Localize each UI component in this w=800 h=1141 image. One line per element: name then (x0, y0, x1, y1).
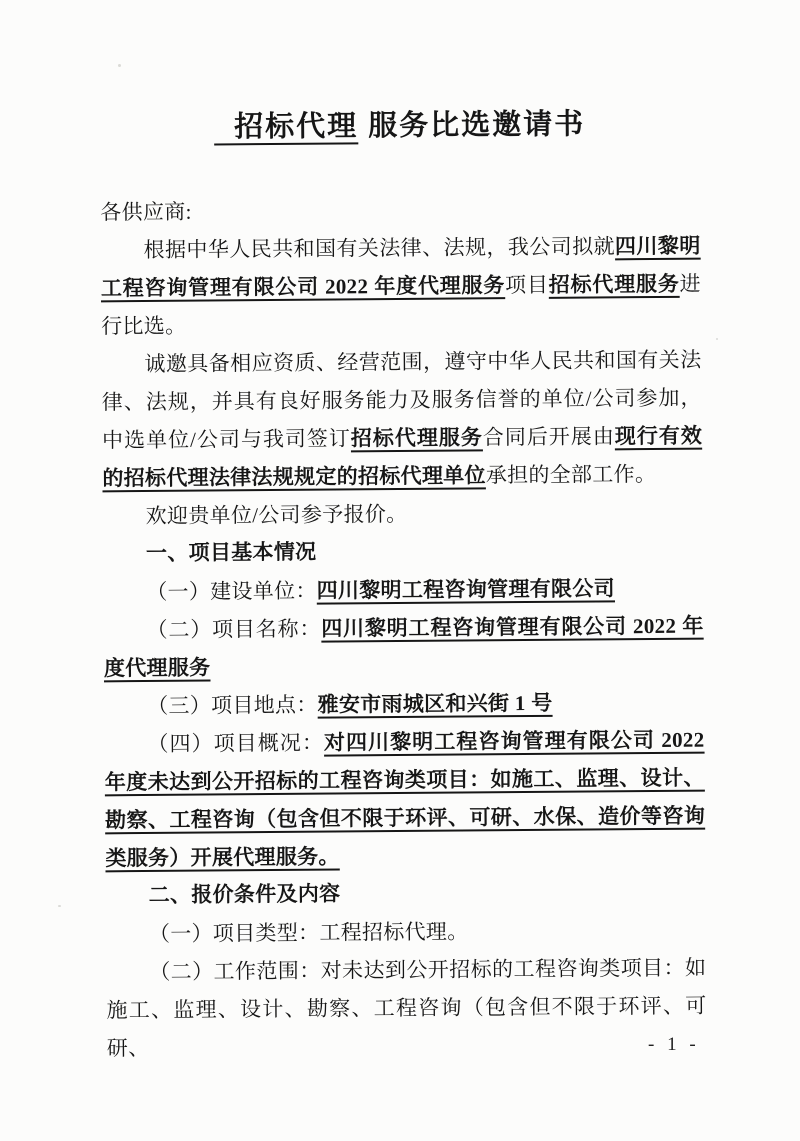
invitation-text: 承担的全部工作。 (485, 462, 657, 488)
section1-heading: 一、项目基本情况 (145, 540, 317, 566)
item-label: （四）项目概况： (147, 730, 325, 757)
intro-project-name: 四川黎明工程咨询管理有限公司 2022 年度代理服务 (100, 233, 701, 301)
section1-item-construction-unit (103, 569, 703, 612)
item-label: （二）项目名称： (146, 616, 322, 643)
title-underlined-text: 招标代理 (213, 110, 359, 144)
section1-item-project-overview (104, 721, 705, 878)
section2-heading: 二、报价条件及内容 (148, 882, 341, 908)
salutation: 各供应商: (100, 199, 192, 225)
item-label: （三）项目地点： (147, 692, 318, 719)
intro-service-name: 招标代理服务 (548, 271, 680, 297)
item-value: 四川黎明工程咨询管理有限公司 2022 年度代理服务 (103, 613, 704, 681)
intro-text: 进行比选。 (101, 271, 701, 339)
scan-speck (58, 905, 61, 907)
item-label: （一）项目类型： (148, 920, 320, 947)
document-title (99, 104, 699, 149)
section2-item-work-scope (106, 949, 707, 1068)
item-value: 工程招标代理。 (319, 919, 469, 945)
title-rest-text: 服务比选邀请书 (358, 108, 586, 143)
document-body (100, 189, 707, 1068)
invitation-service-name: 招标代理服务 (350, 425, 483, 451)
item-label: （二）工作范围： (149, 958, 321, 985)
section2-item-project-type (106, 911, 706, 954)
invitation-text: 诚邀具备相应资质、经营范围，遵守中华人民共和国有关法律、法规，并具有良好服务能力及服务信誉的单位/公司参加，中选单位/公司与我司签订 (101, 347, 702, 453)
item-value: 雅安市雨城区和兴街 1 号 (317, 690, 553, 717)
item-label: （一）建设单位： (146, 578, 317, 605)
section1-item-project-name (103, 607, 704, 688)
invitation-regulation-text: 现行有效的招标代理法律法规规定的招标代理单位 (102, 423, 703, 491)
section1-item-project-location (104, 683, 704, 726)
item-value: 对四川黎明工程咨询管理有限公司 2022 年度未达到公开招标的工程咨询类项目：如施工、监理、设计、勘察、工程咨询（包含但不限于环评、可研、水保、造价等咨询类服务）开展代理服务。 (104, 727, 706, 871)
paragraph-welcome: 欢迎贵单位/公司参予报价。 (145, 501, 408, 529)
intro-text: 根据中华人民共和国有关法律、法规，我公司拟就 (143, 234, 616, 263)
paragraph-intro (100, 227, 701, 346)
page-number: - 1 - (648, 1034, 700, 1055)
scan-speck (716, 338, 718, 340)
invitation-text: 合同后开展由 (482, 424, 615, 450)
paragraph-invitation (101, 341, 702, 498)
document-content (99, 0, 707, 1067)
item-value: 四川黎明工程咨询管理有限公司 (316, 576, 615, 603)
intro-text: 项目 (505, 272, 549, 298)
item-value: 对未达到公开招标的工程咨询类项目：如施工、监理、设计、勘察、工程咨询（包含但不限于环评、可研、 (106, 955, 707, 1061)
